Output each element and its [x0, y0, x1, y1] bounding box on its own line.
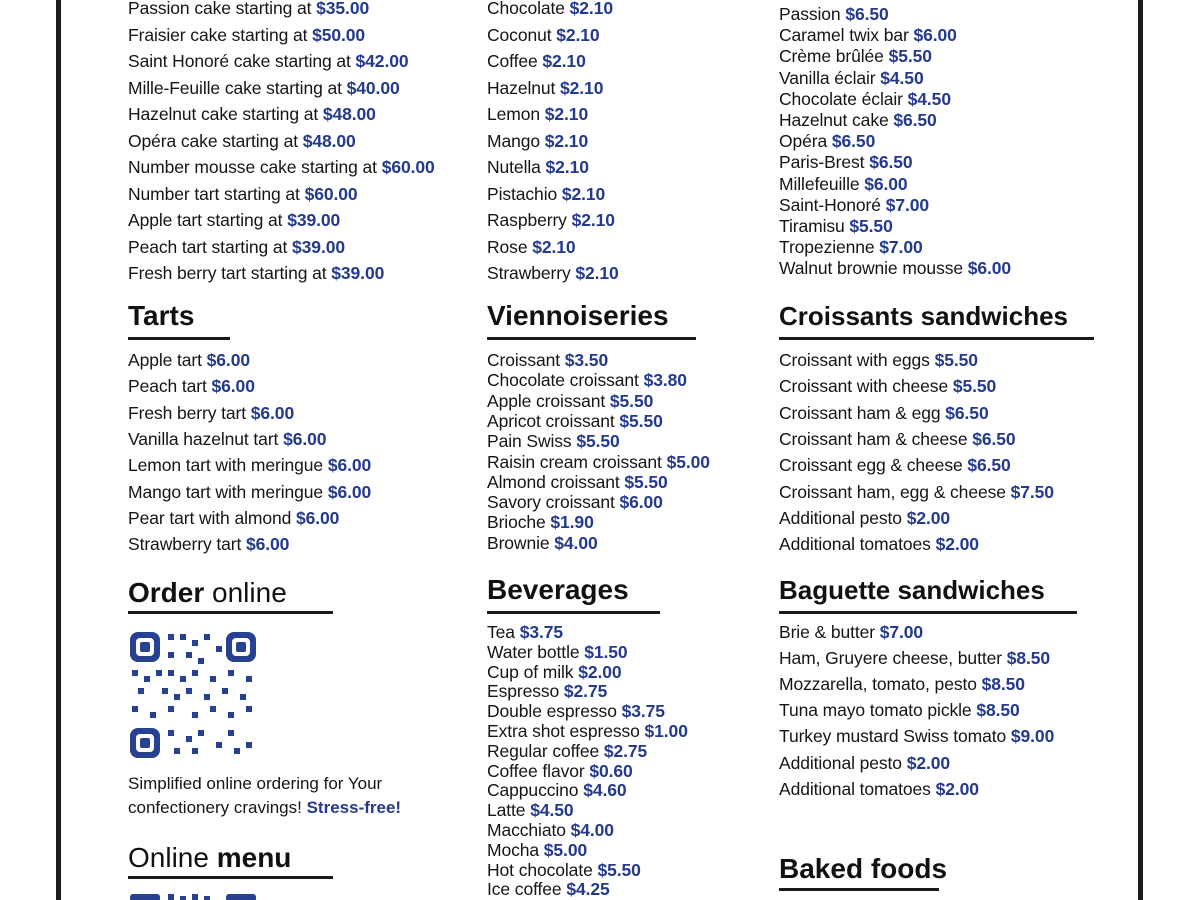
menu-item — [779, 648, 1050, 668]
menu-item-name: Fraisier cake starting at — [128, 24, 313, 45]
menu-item-name: Almond croissant — [487, 471, 625, 492]
menu-item — [779, 89, 951, 109]
menu-item-price: $39.00 — [287, 210, 341, 230]
menu-item-name: Water bottle — [487, 641, 585, 662]
menu-item — [487, 879, 610, 899]
menu-item-name: Paris-Brest — [779, 152, 870, 173]
menu-item — [779, 195, 929, 215]
menu-item-name: Savory croissant — [487, 492, 620, 513]
menu-item-name: Chocolate croissant — [487, 370, 644, 391]
menu-item — [779, 110, 937, 130]
menu-item — [487, 51, 586, 71]
menu-item-price: $2.10 — [544, 130, 589, 151]
menu-item-price: $2.00 — [906, 752, 950, 773]
menu-item-price: $6.00 — [864, 173, 908, 194]
menu-item — [779, 700, 1020, 720]
menu-item — [487, 533, 598, 553]
tarts-heading: Tarts — [128, 300, 195, 331]
menu-item-price: $7.00 — [879, 622, 924, 642]
right-border — [1138, 0, 1143, 900]
order-online-qr-code[interactable] — [128, 630, 258, 760]
menu-item-name: Mango tart with meringue — [128, 481, 328, 502]
menu-item-name: Brownie — [487, 532, 555, 553]
menu-item-name: Raspberry — [487, 210, 572, 230]
menu-item-price: $3.75 — [621, 701, 665, 722]
menu-item-name: Coffee flavor — [487, 760, 590, 781]
menu-item-price: $40.00 — [346, 77, 400, 98]
menu-item — [128, 131, 356, 151]
menu-item-name: Rose — [487, 236, 533, 257]
menu-item-price: $9.00 — [1010, 726, 1055, 747]
menu-item-name: Millefeuille — [779, 173, 865, 194]
menu-item — [779, 46, 932, 66]
menu-item-name: Mango — [487, 130, 545, 151]
menu-item — [779, 674, 1025, 694]
menu-item — [779, 403, 989, 423]
menu-item-name: Pistachio — [487, 183, 562, 204]
menu-item — [128, 157, 435, 177]
menu-item-price: $4.50 — [907, 88, 951, 109]
menu-item-price: $48.00 — [322, 104, 376, 124]
baked-foods-underline — [779, 888, 939, 891]
menu-item-name: Hazelnut cake starting at — [128, 104, 323, 124]
menu-item-name: Croissant ham & cheese — [779, 428, 973, 449]
menu-item-name: Tropezienne — [779, 237, 880, 258]
croissants-sandwiches-underline — [779, 337, 1094, 340]
menu-item — [779, 455, 1011, 475]
menu-item-name: Croissant with eggs — [779, 350, 935, 370]
order-online-bold: Order — [128, 577, 205, 608]
menu-item — [487, 622, 563, 642]
menu-item — [128, 429, 326, 449]
menu-item-price: $8.50 — [976, 700, 1020, 721]
menu-item — [779, 131, 875, 151]
menu-item — [487, 350, 608, 370]
menu-item-name: Fresh berry tart — [128, 402, 251, 423]
menu-item-name: Mocha — [487, 839, 544, 860]
menu-item-price: $2.10 — [571, 210, 615, 230]
menu-item-price: $4.00 — [570, 820, 614, 840]
order-online-underline — [128, 611, 333, 614]
menu-item-name: Brioche — [487, 512, 551, 533]
menu-item-name: Additional tomatoes — [779, 778, 936, 799]
menu-item — [128, 210, 340, 230]
menu-item-name: Raisin cream croissant — [487, 451, 667, 472]
menu-item-price: $8.50 — [981, 674, 1025, 695]
menu-item — [487, 0, 613, 18]
menu-item-name: Croissant — [487, 350, 565, 370]
online-menu-bold: menu — [216, 842, 292, 873]
menu-item-name: Brie & butter — [779, 622, 880, 642]
menu-item-name: Saint-Honoré — [779, 194, 886, 215]
menu-item — [779, 152, 913, 172]
online-menu-light: Online — [128, 842, 217, 873]
menu-item-price: $7.00 — [879, 237, 923, 258]
menu-item — [487, 642, 628, 662]
menu-item-name: Saint Honoré cake starting at — [128, 51, 356, 71]
menu-item — [779, 429, 1016, 449]
menu-item-price: $6.00 — [967, 258, 1012, 279]
menu-item — [128, 350, 250, 370]
menu-item-name: Ham, Gruyere cheese, butter — [779, 648, 1007, 669]
menu-item-price: $4.60 — [583, 780, 627, 801]
menu-item-name: Peach tart — [128, 376, 212, 397]
menu-item-price: $1.50 — [584, 641, 628, 662]
menu-item-name: Additional pesto — [779, 507, 907, 528]
menu-item-price: $5.50 — [597, 859, 641, 880]
menu-item-name: Peach tart starting at — [128, 236, 293, 257]
menu-item — [779, 376, 996, 396]
menu-item-price: $5.50 — [576, 431, 620, 452]
menu-item-name: Crème brûlée — [779, 46, 889, 67]
menu-item-name: Apple tart — [128, 350, 207, 370]
menu-item-name: Tiramisu — [779, 216, 850, 236]
menu-item-price: $2.00 — [935, 534, 979, 555]
menu-item-price: $0.60 — [589, 760, 633, 781]
menu-item-price: $6.00 — [327, 481, 372, 502]
menu-item-price: $5.00 — [543, 839, 588, 860]
order-online-caption-line2 — [128, 796, 401, 820]
menu-item-name: Hot chocolate — [487, 859, 598, 880]
menu-item-name: Cup of milk — [487, 661, 579, 682]
order-online-caption-line1: Simplified online ordering for Your — [128, 774, 383, 793]
menu-item — [487, 104, 588, 124]
menu-item-name: Strawberry — [487, 263, 576, 283]
menu-item-name: Cappuccino — [487, 780, 584, 801]
menu-item-price: $2.75 — [563, 681, 608, 702]
beverages-underline — [487, 611, 660, 614]
menu-item-price: $4.50 — [530, 800, 574, 821]
menu-item-price: $42.00 — [355, 51, 409, 71]
menu-item-price: $5.50 — [609, 390, 654, 411]
menu-item-name: Macchiato — [487, 820, 571, 840]
menu-item — [487, 662, 622, 682]
menu-item — [128, 455, 371, 475]
menu-item-price: $6.50 — [893, 110, 937, 130]
menu-item-name: Coffee — [487, 51, 543, 71]
menu-item — [487, 761, 633, 781]
menu-item — [128, 25, 365, 45]
menu-item-price: $2.00 — [935, 778, 979, 799]
menu-item-name: Ice coffee — [487, 879, 567, 900]
menu-item — [779, 25, 957, 45]
menu-item-price: $6.50 — [869, 152, 913, 173]
menu-item-price: $4.50 — [880, 67, 924, 88]
menu-item — [128, 403, 294, 423]
menu-item-name: Lemon tart with meringue — [128, 455, 328, 476]
menu-item-price: $2.10 — [560, 77, 604, 98]
menu-item — [487, 472, 668, 492]
menu-item-price: $2.10 — [544, 104, 589, 124]
menu-item-price: $5.50 — [888, 46, 932, 67]
online-menu-underline — [128, 876, 333, 879]
menu-item — [128, 104, 376, 124]
menu-item-name: Croissant with cheese — [779, 376, 953, 397]
menu-item-price: $2.10 — [556, 24, 600, 45]
menu-item-price: $5.00 — [666, 451, 710, 472]
menu-item — [487, 701, 665, 721]
menu-item-price: $6.00 — [619, 492, 663, 513]
menu-item — [779, 726, 1054, 746]
baked-foods-heading: Baked foods — [779, 853, 948, 884]
menu-item-price: $6.50 — [831, 131, 876, 152]
menu-item — [128, 78, 400, 98]
menu-item — [487, 431, 620, 451]
menu-item-name: Extra shot espresso — [487, 721, 645, 741]
menu-item-price: $60.00 — [381, 157, 435, 177]
menu-item-price: $2.10 — [542, 51, 586, 71]
menu-item-price: $1.90 — [550, 512, 594, 533]
menu-item-price: $6.00 — [206, 350, 250, 370]
order-online-light: online — [204, 577, 287, 608]
menu-item — [779, 482, 1054, 502]
online-menu-heading — [128, 842, 291, 874]
menu-item-price: $5.50 — [952, 376, 997, 397]
menu-item-price: $6.50 — [972, 428, 1016, 449]
menu-item-price: $50.00 — [312, 24, 366, 45]
menu-item-name: Additional tomatoes — [779, 534, 936, 555]
menu-item-price: $6.50 — [945, 402, 989, 423]
menu-item-name: Croissant egg & cheese — [779, 455, 968, 476]
menu-item-name: Regular coffee — [487, 740, 604, 761]
menu-item-name: Tuna mayo tomato pickle — [779, 700, 977, 721]
left-border — [56, 0, 61, 900]
menu-item — [487, 741, 647, 761]
menu-item-name: Vanilla éclair — [779, 67, 881, 88]
menu-item-name: Chocolate — [487, 0, 570, 18]
menu-item — [487, 157, 589, 177]
menu-item-price: $5.50 — [849, 216, 893, 236]
menu-item-price: $2.00 — [578, 661, 622, 682]
menu-item — [487, 78, 603, 98]
menu-item-name: Hazelnut — [487, 77, 561, 98]
menu-item-price: $5.50 — [619, 410, 663, 431]
menu-item-name: Strawberry tart — [128, 534, 247, 555]
menu-item-price: $1.00 — [644, 721, 688, 741]
menu-item — [128, 508, 339, 528]
menu-item — [779, 508, 950, 528]
menu-item-price: $5.50 — [934, 350, 978, 370]
order-online-heading — [128, 577, 287, 609]
menu-item-price: $3.75 — [519, 622, 563, 642]
menu-item-name: Espresso — [487, 681, 564, 702]
menu-item — [779, 258, 1011, 278]
menu-item — [779, 779, 979, 799]
menu-item — [779, 753, 950, 773]
menu-item-price: $6.50 — [845, 4, 889, 24]
menu-item — [487, 681, 607, 701]
menu-item-price: $7.00 — [885, 194, 929, 215]
menu-item-name: Chocolate éclair — [779, 88, 908, 109]
menu-item-price: $6.00 — [283, 428, 327, 449]
menu-item-name: Apple tart starting at — [128, 210, 288, 230]
stress-free-text: Stress-free! — [306, 798, 402, 817]
menu-item — [487, 452, 710, 472]
baguette-sandwiches-heading: Baguette sandwiches — [779, 575, 1045, 605]
menu-item-name: Apricot croissant — [487, 410, 620, 431]
menu-item-name: Apple croissant — [487, 390, 610, 411]
menu-item-price: $6.00 — [913, 25, 957, 46]
menu-item — [487, 820, 614, 840]
menu-item — [779, 350, 978, 370]
menu-item-price: $8.50 — [1006, 648, 1051, 669]
beverages-heading: Beverages — [487, 574, 629, 605]
menu-item-name: Additional pesto — [779, 752, 907, 773]
menu-item-price: $6.00 — [246, 534, 290, 555]
menu-item — [779, 622, 923, 642]
menu-item-price: $2.75 — [603, 740, 648, 761]
menu-item — [487, 131, 588, 151]
menu-item-price: $6.00 — [296, 507, 340, 528]
menu-item — [128, 263, 384, 283]
menu-item-price: $4.25 — [566, 879, 610, 900]
menu-item-name: Number mousse cake starting at — [128, 157, 382, 177]
menu-item — [779, 237, 923, 257]
menu-item — [128, 482, 371, 502]
online-menu-qr-code[interactable] — [128, 888, 258, 900]
menu-item — [779, 4, 889, 24]
menu-item-name: Tea — [487, 622, 520, 642]
menu-item — [487, 184, 605, 204]
menu-item-price: $5.50 — [624, 471, 668, 492]
menu-item — [128, 237, 345, 257]
menu-item-name: Vanilla hazelnut tart — [128, 428, 284, 449]
menu-item — [487, 840, 587, 860]
menu-item-price: $3.50 — [564, 350, 609, 370]
menu-item — [487, 210, 615, 230]
menu-item — [487, 860, 641, 880]
menu-item-name: Passion — [779, 4, 846, 24]
menu-item-name: Walnut brownie mousse — [779, 258, 968, 279]
menu-item-price: $2.10 — [561, 183, 606, 204]
menu-item — [487, 237, 576, 257]
menu-item-name: Passion cake starting at — [128, 0, 317, 18]
viennoiseries-underline — [487, 337, 696, 340]
menu-item — [487, 492, 663, 512]
menu-item-price: $2.10 — [545, 157, 589, 177]
menu-item-price: $4.00 — [554, 532, 598, 553]
menu-item-price: $39.00 — [292, 236, 345, 257]
menu-item-name: Croissant ham & egg — [779, 402, 946, 423]
menu-item — [128, 0, 369, 18]
menu-item-name: Double espresso — [487, 701, 622, 722]
menu-item-price: $39.00 — [331, 263, 385, 283]
menu-item-name: Croissant ham, egg & cheese — [779, 481, 1011, 502]
menu-item-price: $6.00 — [250, 402, 295, 423]
croissants-sandwiches-heading: Croissants sandwiches — [779, 301, 1068, 331]
menu-item — [779, 174, 908, 194]
menu-item — [128, 534, 289, 554]
order-online-caption-text: confectionery cravings! — [128, 798, 307, 817]
tarts-underline — [128, 337, 230, 340]
menu-item-name: Pear tart with almond — [128, 507, 297, 528]
menu-item — [487, 411, 663, 431]
menu-item — [487, 370, 687, 390]
menu-item-name: Pain Swiss — [487, 431, 577, 452]
menu-item — [487, 391, 653, 411]
menu-item — [128, 376, 255, 396]
menu-item — [487, 512, 594, 532]
menu-item — [487, 25, 600, 45]
menu-item — [779, 216, 893, 236]
menu-item — [487, 263, 619, 283]
menu-item-name: Turkey mustard Swiss tomato — [779, 726, 1011, 747]
menu-item-price: $2.10 — [569, 0, 613, 18]
menu-item — [779, 534, 979, 554]
menu-item-name: Hazelnut cake — [779, 110, 894, 130]
baguette-sandwiches-underline — [779, 611, 1077, 614]
menu-item-name: Nutella — [487, 157, 546, 177]
menu-item-name: Number tart starting at — [128, 183, 305, 204]
menu-item-name: Opéra — [779, 131, 832, 152]
menu-item-price: $48.00 — [302, 130, 356, 151]
menu-item-name: Mille-Feuille cake starting at — [128, 77, 347, 98]
menu-item — [128, 51, 408, 71]
menu-item-name: Mozzarella, tomato, pesto — [779, 674, 982, 695]
menu-item-price: $6.50 — [967, 455, 1011, 476]
menu-item-name: Lemon — [487, 104, 545, 124]
menu-item-price: $6.00 — [327, 455, 372, 476]
menu-item — [487, 800, 573, 820]
menu-item — [128, 184, 358, 204]
menu-item-price: $2.00 — [906, 507, 950, 528]
menu-item-name: Coconut — [487, 24, 557, 45]
menu-item-price: $7.50 — [1010, 481, 1054, 502]
menu-item-name: Latte — [487, 800, 531, 821]
menu-item-name: Opéra cake starting at — [128, 130, 303, 151]
menu-item-price: $2.10 — [532, 236, 576, 257]
viennoiseries-heading: Viennoiseries — [487, 300, 669, 331]
menu-item — [779, 68, 924, 88]
menu-item-price: $2.10 — [575, 263, 619, 283]
menu-item-name: Fresh berry tart starting at — [128, 263, 332, 283]
menu-item — [487, 780, 626, 800]
menu-item-price: $6.00 — [211, 376, 255, 397]
menu-item-price: $35.00 — [316, 0, 370, 18]
menu-item-name: Caramel twix bar — [779, 25, 914, 46]
menu-item-price: $60.00 — [304, 183, 358, 204]
menu-item — [487, 721, 688, 741]
menu-item-price: $3.80 — [643, 370, 687, 391]
